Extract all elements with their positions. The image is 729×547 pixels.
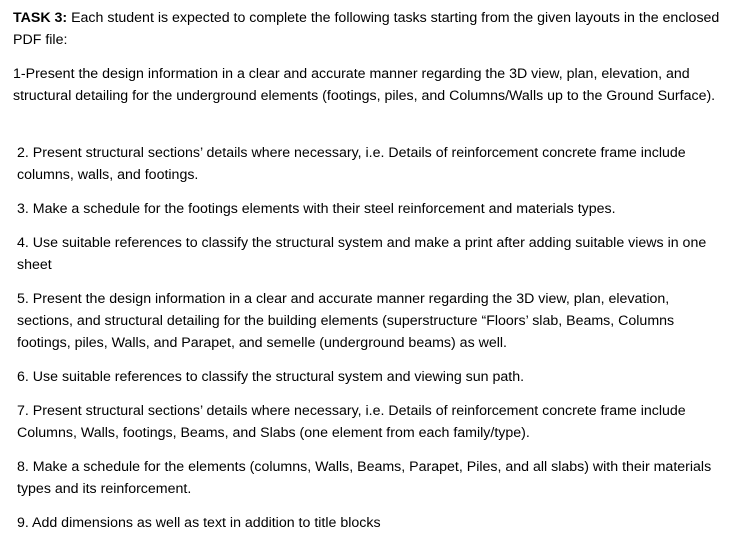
task-item-9: 9. Add dimensions as well as text in addition to title blocks (17, 515, 381, 531)
task-intro: Each student is expected to complete the following tasks starting from the given layouts in the enclosed PDF file: (13, 10, 720, 48)
task-item-5: 5. Present the design information in a clear and accurate manner regarding the 3D view, plan, elevation, sections, and structural detailing for the building elements (superstructure “Floors’ slab, Beams, Columns footings, piles, Walls, and Parapet, and semelle (underground beams) as well. (17, 291, 675, 351)
task-item-2: 2. Present structural sections’ details where necessary, i.e. Details of reinforcement concrete frame include columns, walls, and footings. (17, 145, 686, 183)
task-item-1: 1-Present the design information in a clear and accurate manner regarding the 3D view, plan, elevation, and structural detailing for the underground elements (footings, piles, and Columns/Walls up to the Ground Surface). (13, 66, 716, 104)
task-item-6: 6. Use suitable references to classify the structural system and viewing sun path. (17, 369, 525, 385)
task-item-8: 8. Make a schedule for the elements (columns, Walls, Beams, Parapet, Piles, and all slabs) with their materials types and its reinforcement. (17, 459, 712, 497)
task-label: TASK 3: (13, 10, 68, 26)
task-item-7: 7. Present structural sections’ details where necessary, i.e. Details of reinforcement concrete frame include Columns, Walls, footings, Beams, and Slabs (one element from each family/type). (17, 403, 686, 441)
task-item-4: 4. Use suitable references to classify the structural system and make a print after adding suitable views in one sheet (17, 235, 707, 273)
task-heading-paragraph (13, 7, 725, 51)
task-item-3: 3. Make a schedule for the footings elements with their steel reinforcement and materials types. (17, 201, 616, 217)
